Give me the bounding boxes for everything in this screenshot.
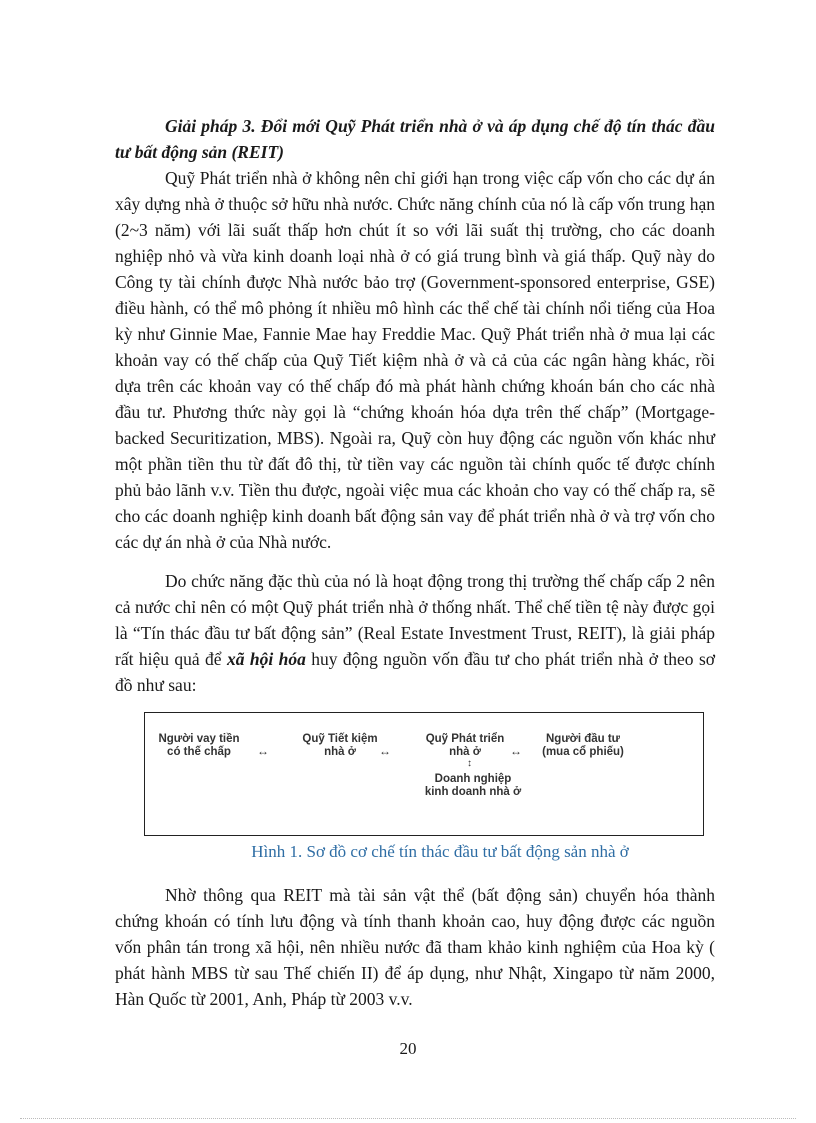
diagram-arrow-3: ↔ — [510, 744, 522, 758]
diagram-arrow-1: ↔ — [257, 744, 269, 758]
diagram-arrow-vertical: ↕ — [467, 758, 472, 769]
diagram-arrow-2: ↔ — [379, 744, 391, 758]
diagram-node-savings-fund-line1: Quỹ Tiết kiệm — [302, 733, 378, 745]
paragraph-2 — [115, 568, 715, 698]
diagram-node-enterprise-line2: kinh doanh nhà ở — [424, 786, 522, 798]
diagram-node-investor — [528, 733, 638, 759]
paragraph-3: Nhờ thông qua REIT mà tài sản vật thể (bất động sản) chuyển hóa thành chứng khoán có tính lưu động và tính thanh khoản cao, huy động được các nguồn vốn phân tán trong xã hội, nên nhiều nước đã tham khảo kinh nghiệm của Hoa kỳ ( phát hành MBS từ sau Thế chiến II) để áp dụng, như Nhật, Xingapo từ năm 2000, Hàn Quốc từ 2001, Anh, Pháp từ 2003 v.v. — [115, 885, 715, 1009]
page-divider — [20, 1118, 796, 1119]
reit-diagram — [144, 712, 704, 836]
paragraph-1: Quỹ Phát triển nhà ở không nên chỉ giới hạn trong việc cấp vốn cho các dự án xây dựng nhà ở thuộc sở hữu nhà nước. Chức năng chính của nó là cấp vốn trung hạn (2~3 năm) với lãi suất thấp hơn chút ít so với lãi suất thị trường, cho các doanh nghiệp nhỏ và vừa kinh doanh loại nhà ở có giá trung bình và giá thấp. Quỹ này do Công ty tài chính được Nhà nước bảo trợ (Government-sponsored enterprise, GSE) điều hành, có thể mô phỏng ít nhiều mô hình các thể chế tài chính nổi tiếng của Hoa kỳ như Ginnie Mae, Fannie Mae hay Freddie Mac. Quỹ Phát triển nhà ở mua lại các khoản vay có thế chấp của Quỹ Tiết kiệm nhà ở và cả của các ngân hàng khác, rồi dựa trên các khoản vay có thế chấp đó mà phát hành chứng khoán bán cho các nhà đầu tư. Phương thức này gọi là “chứng khoán hóa dựa trên thế chấp” (Mortgage-backed Securitization, MBS). Ngoài ra, Quỹ còn huy động các nguồn vốn khác như một phần tiền thu từ đất đô thị, từ tiền vay các nguồn tài chính quốc tế được chính phủ bảo lãnh v.v. Tiền thu được, ngoài việc mua các khoản cho vay có thế chấp ra, sẽ cho các doanh nghiệp kinh doanh bất động sản vay để phát triển nhà ở và trợ vốn cho các dự án nhà ở của Nhà nước. — [115, 168, 715, 552]
diagram-node-investor-line2: (mua cổ phiếu) — [542, 746, 624, 758]
diagram-node-savings-fund-line2: nhà ở — [324, 746, 356, 758]
page-number: 20 — [399, 1039, 417, 1058]
diagram-node-development-fund — [420, 733, 510, 759]
section-heading: Giải pháp 3. Đổi mới Quỹ Phát triển nhà ở và áp dụng chế độ tín thác đầu tư bất động sản (REIT) — [115, 116, 715, 162]
paragraph-2-emphasis: xã hội hóa — [226, 649, 306, 669]
paragraph-2-text-after: huy động nguồn vốn đầu tư cho phát triển nhà ở theo sơ đồ như sau: — [115, 649, 716, 695]
diagram-node-development-fund-line1: Quỹ Phát triển — [425, 733, 505, 745]
figure-caption: Hình 1. Sơ đồ cơ chế tín thác đầu tư bất động sản nhà ở — [251, 842, 629, 861]
paragraph-2-text-before: Do chức năng đặc thù của nó là hoạt động trong thị trường thế chấp cấp 2 nên cả nước chỉ nên có một Quỹ phát triển nhà ở thống nhất. Thể chế tiền tệ này được gọi là “Tín thác đầu tư bất động sản” (Real Estate Investment Trust, REIT), là giải pháp rất hiệu quả để — [115, 571, 715, 669]
diagram-node-savings-fund — [295, 733, 385, 759]
diagram-node-enterprise — [413, 773, 533, 799]
diagram-node-enterprise-line1: Doanh nghiệp — [434, 773, 512, 785]
diagram-node-borrower — [155, 733, 243, 759]
diagram-node-development-fund-line2: nhà ở — [449, 746, 481, 758]
diagram-node-investor-line1: Người đầu tư — [545, 733, 621, 745]
diagram-node-borrower-line1: Người vay tiền — [158, 733, 240, 745]
diagram-node-borrower-line2: có thế chấp — [167, 746, 231, 758]
